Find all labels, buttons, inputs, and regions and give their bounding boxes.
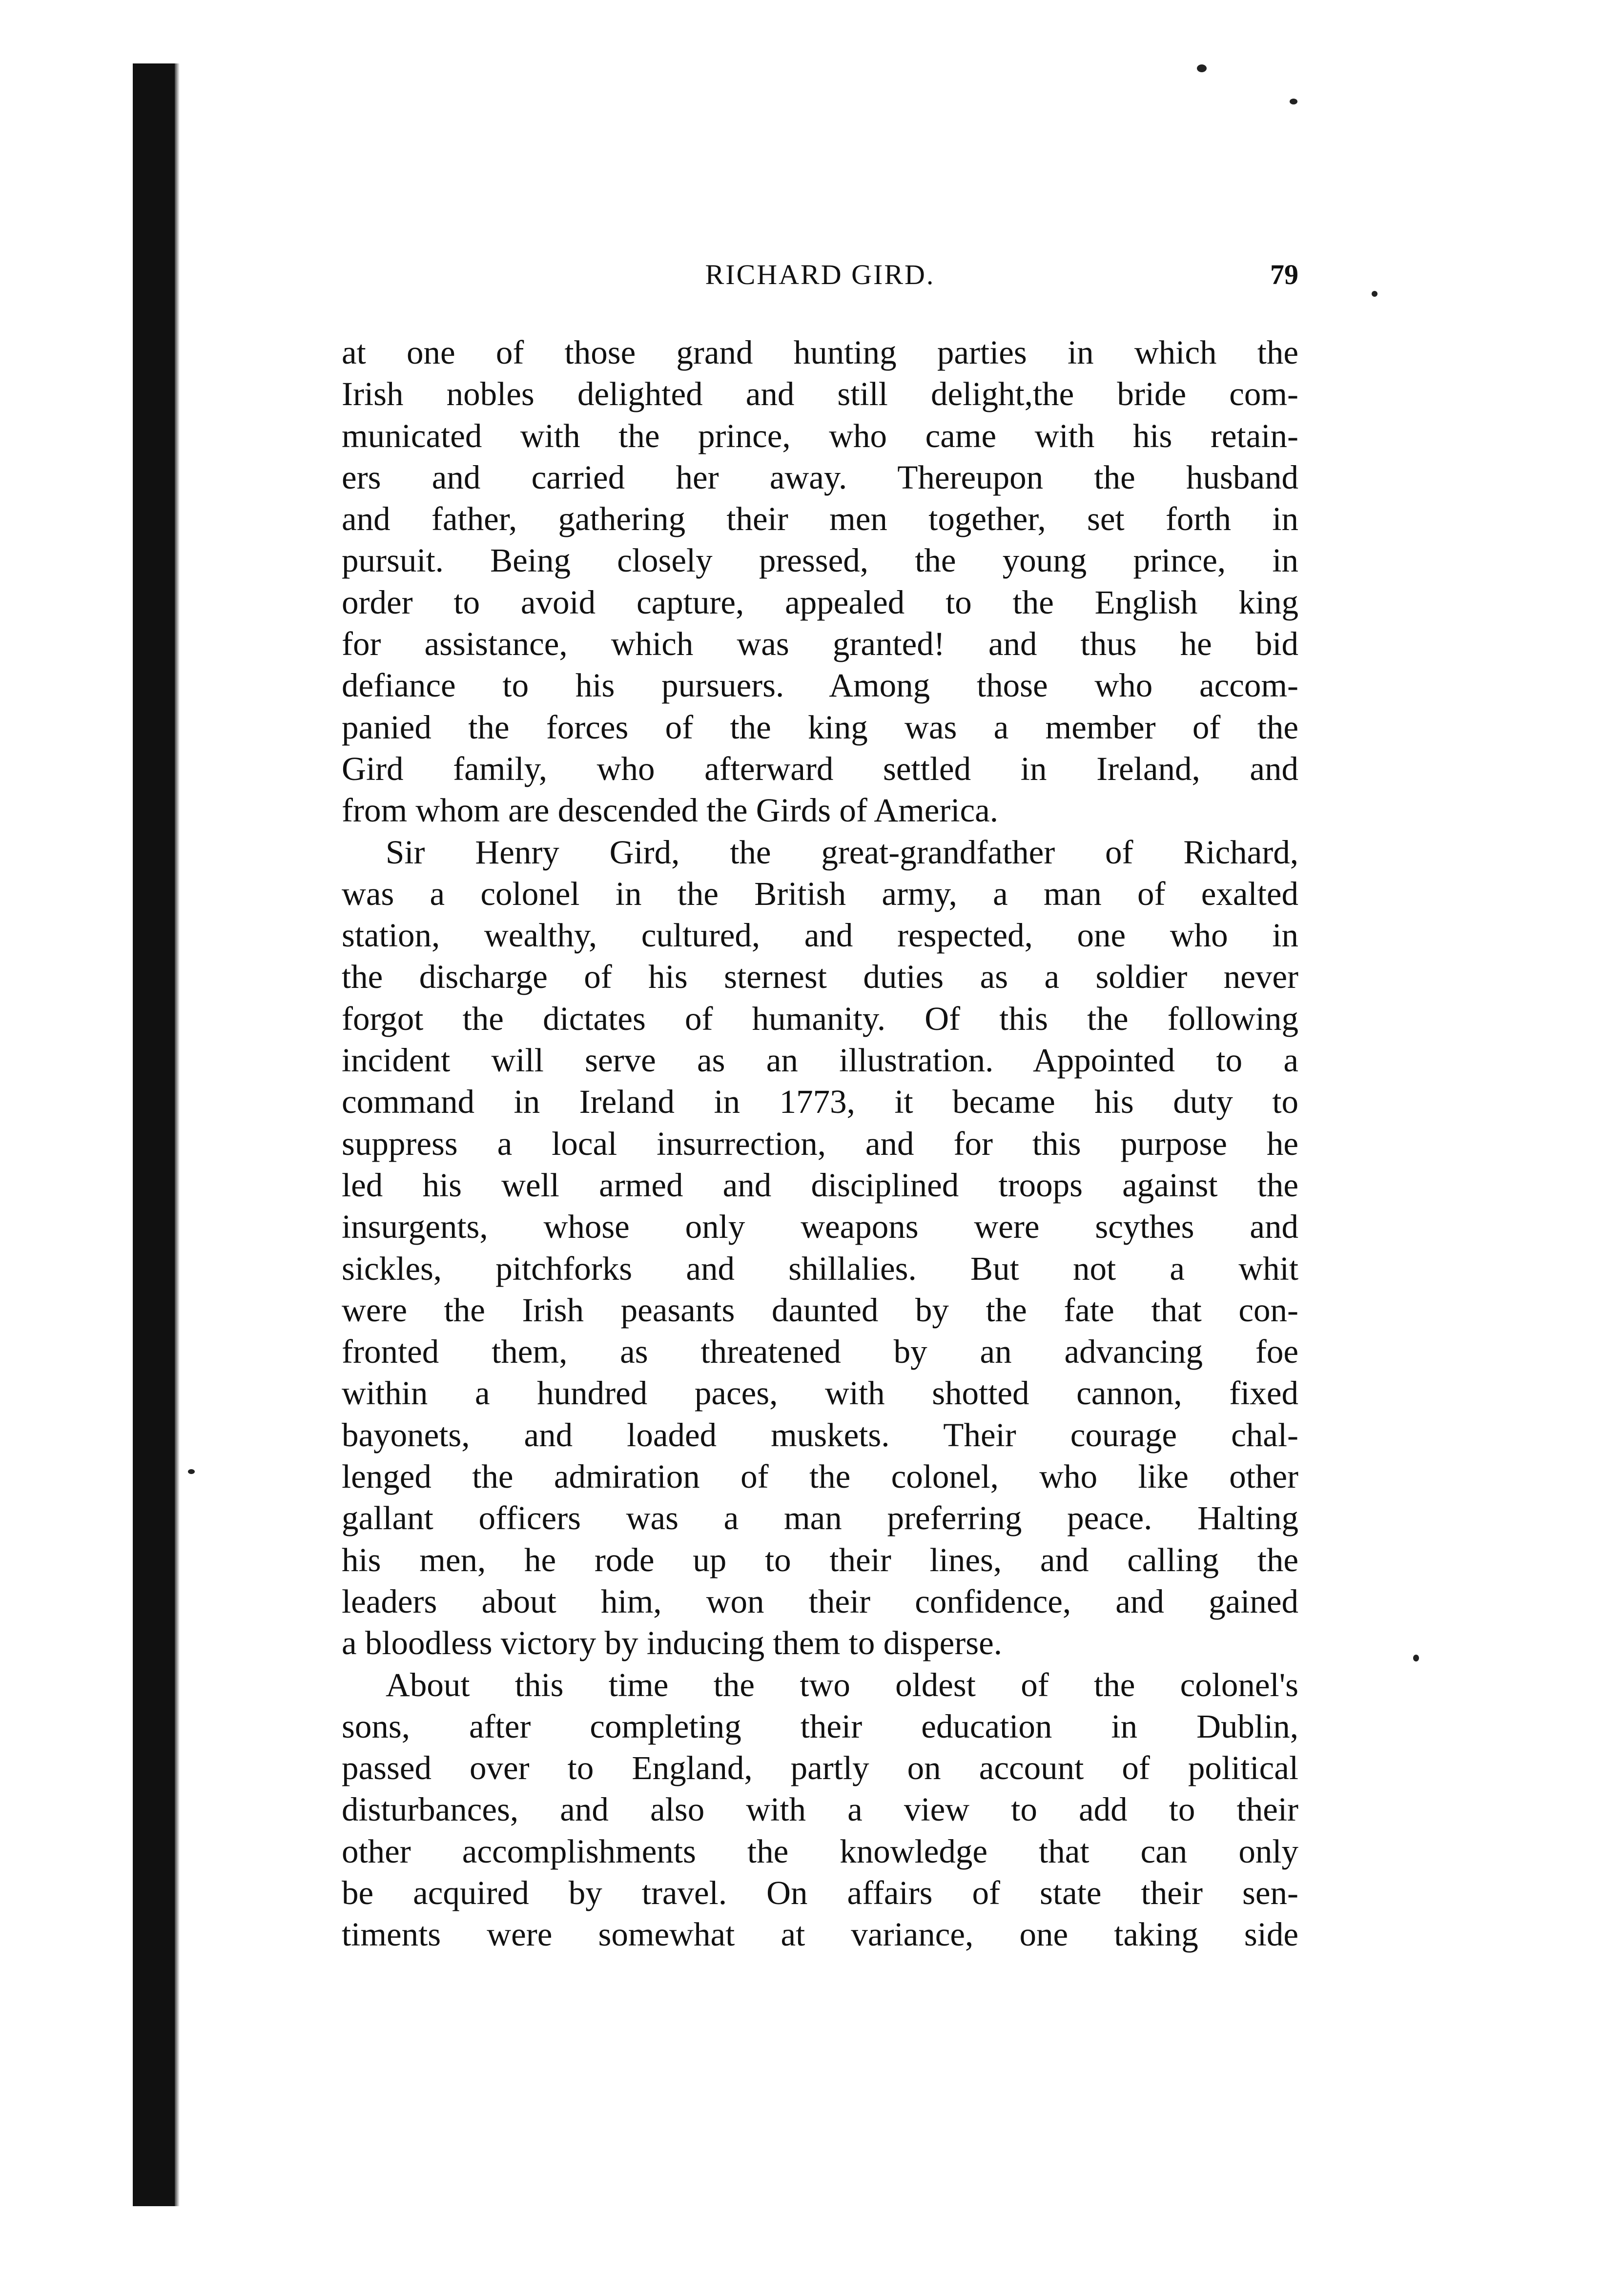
- speck: [1290, 99, 1297, 104]
- text-line: station, wealthy, cultured, and respected, one who in: [342, 917, 1298, 954]
- running-head: [342, 253, 1298, 297]
- text-line: panied the forces of the king was a member of the: [342, 708, 1298, 746]
- text-line: forgot the dictates of humanity. Of this the following: [342, 1000, 1298, 1037]
- text-line: led his well armed and disciplined troops against the: [342, 1166, 1298, 1204]
- text-body: [342, 332, 1298, 1956]
- text-line: ers and carried her away. Thereupon the husband: [342, 458, 1298, 496]
- text-line: leaders about him, won their confidence, and gained: [342, 1582, 1298, 1620]
- text-line: Sir Henry Gird, the great-grandfather of Richard,: [386, 833, 1298, 871]
- binding-edge-shadow: [133, 63, 175, 2206]
- text-line: a bloodless victory by inducing them to disperse.: [342, 1624, 1002, 1662]
- text-line: About this time the two oldest of the colonel's: [386, 1666, 1298, 1703]
- speck: [1197, 64, 1207, 72]
- page-number: 79: [1270, 259, 1298, 290]
- text-line: were the Irish peasants daunted by the fate that con-: [342, 1291, 1298, 1329]
- text-line: his men, he rode up to their lines, and calling the: [342, 1541, 1298, 1578]
- speck: [188, 1469, 195, 1474]
- text-line: insurgents, whose only weapons were scythes and: [342, 1208, 1298, 1246]
- text-line: sickles, pitchforks and shillalies. But not a whit: [342, 1250, 1298, 1287]
- text-line: be acquired by travel. On affairs of state their sen-: [342, 1874, 1298, 1911]
- text-line: defiance to his pursuers. Among those who accom-: [342, 667, 1298, 704]
- text-line: and father, gathering their men together, set forth in: [342, 500, 1298, 538]
- text-line: was a colonel in the British army, a man of exalted: [342, 875, 1298, 912]
- text-line: order to avoid capture, appealed to the English king: [342, 583, 1298, 621]
- text-line: municated with the prince, who came with his retain-: [342, 417, 1298, 454]
- text-line: bayonets, and loaded muskets. Their courage chal-: [342, 1416, 1298, 1454]
- text-line: fronted them, as threatened by an advancing foe: [342, 1333, 1298, 1371]
- paragraph: [342, 1664, 1298, 1956]
- speck: [1372, 291, 1377, 297]
- text-line: gallant officers was a man preferring peace. Halting: [342, 1499, 1298, 1537]
- text-line: timents were somewhat at variance, one taking side: [342, 1916, 1298, 1953]
- text-line: for assistance, which was granted! and thus he bid: [342, 625, 1298, 663]
- text-line: from whom are descended the Girds of America.: [342, 792, 999, 829]
- text-line: at one of those grand hunting parties in which the: [342, 334, 1298, 371]
- paragraph: [342, 332, 1298, 832]
- text-line: sons, after completing their education in Dublin,: [342, 1707, 1298, 1745]
- text-line: passed over to England, partly on account of political: [342, 1749, 1298, 1787]
- speck: [1413, 1655, 1419, 1661]
- text-line: other accomplishments the knowledge that can only: [342, 1832, 1298, 1870]
- text-line: disturbances, and also with a view to add to their: [342, 1791, 1298, 1828]
- paragraph: [342, 832, 1298, 1664]
- text-line: within a hundred paces, with shotted cannon, fixed: [342, 1374, 1298, 1412]
- text-line: suppress a local insurrection, and for this purpose he: [342, 1125, 1298, 1162]
- text-line: lenged the admiration of the colonel, who like other: [342, 1458, 1298, 1496]
- text-line: Irish nobles delighted and still delight,the bride com-: [342, 375, 1298, 413]
- text-line: command in Ireland in 1773, it became his duty to: [342, 1083, 1298, 1121]
- text-line: Gird family, who afterward settled in Ireland, and: [342, 750, 1298, 787]
- text-line: pursuit. Being closely pressed, the young prince, in: [342, 542, 1298, 579]
- running-title: RICHARD GIRD.: [705, 259, 935, 290]
- text-line: incident will serve as an illustration. Appointed to a: [342, 1042, 1298, 1079]
- text-line: the discharge of his sternest duties as a soldier never: [342, 958, 1298, 996]
